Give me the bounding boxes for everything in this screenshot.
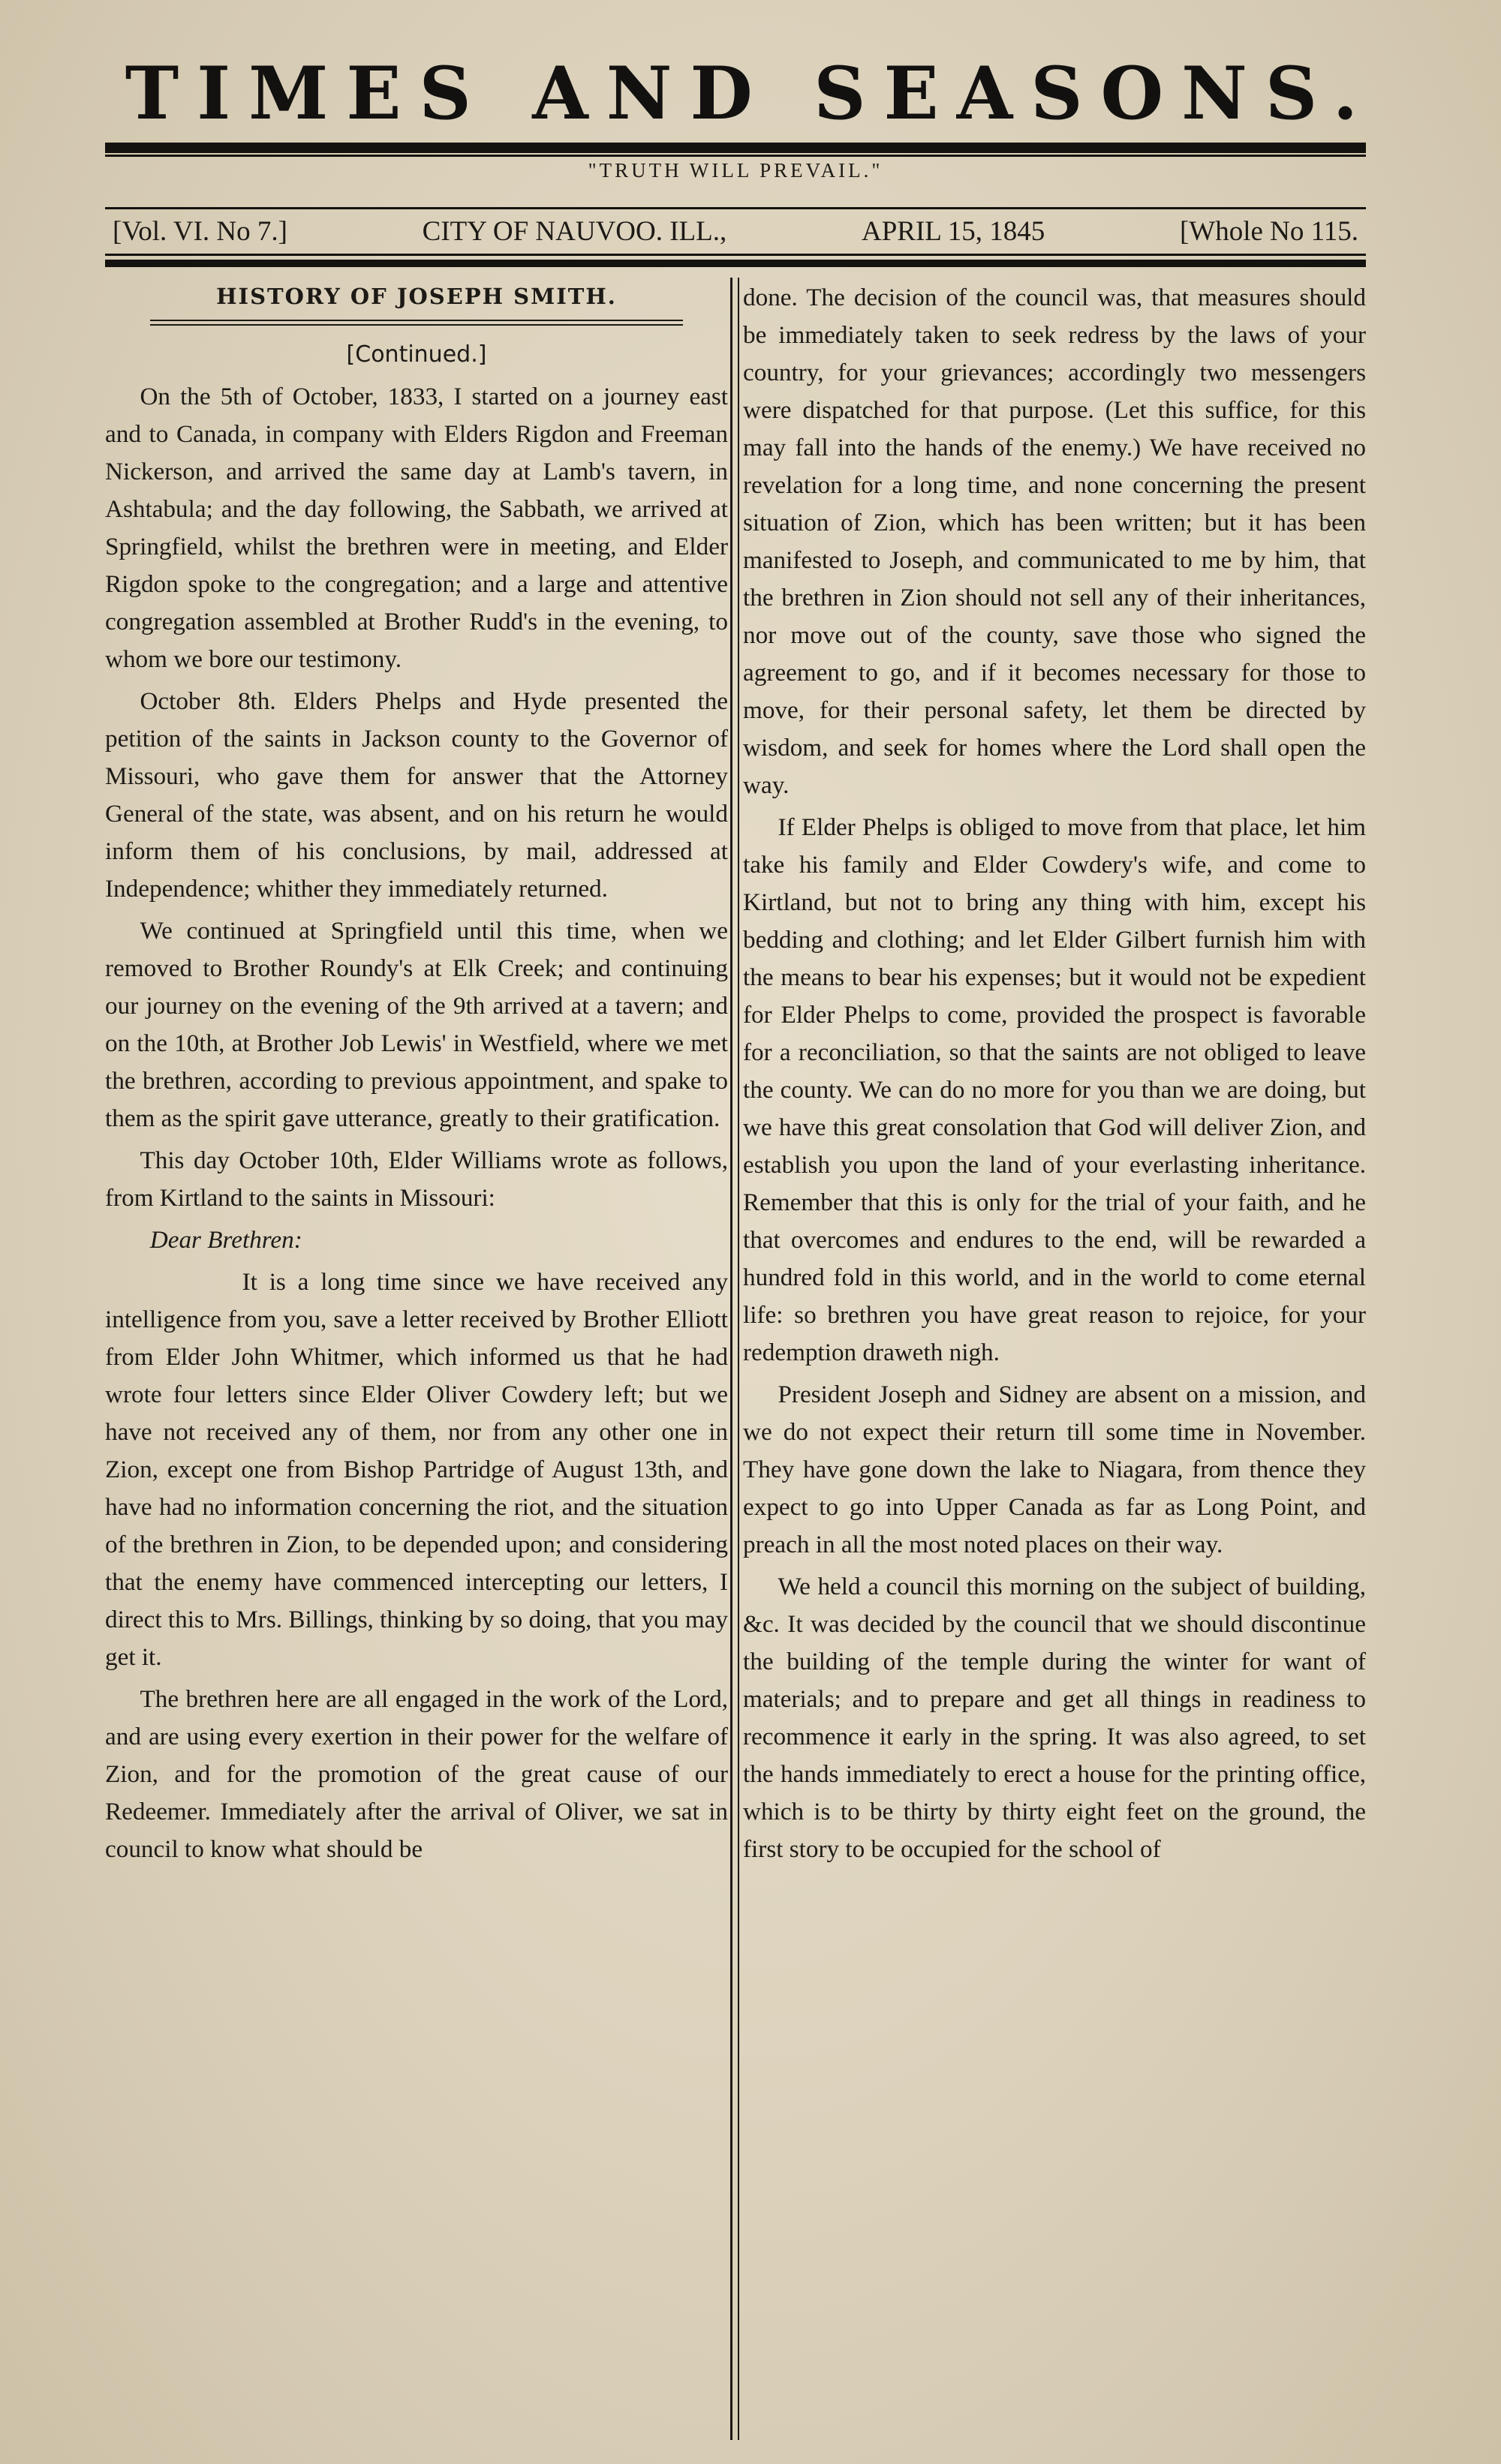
masthead-title: TIMES AND SEASONS. [125, 51, 1376, 136]
letter-paragraph: The brethren here are all engaged in the work of the Lord, and are using every exertion in their power for the welfare of Zion, and for the promotion of the great cause of our Redeemer. Immediately after the arrival of Oliver, we sat in council to know what should be [105, 1685, 728, 1863]
paragraph: done. The decision of the council was, that measures should be immediately taken to seek redress by the laws of your country, for your grievances; accordingly two messengers were dispatched for that purpose. (Let this suffice, for this may fall into the hands of the enemy.) We have received no revelation for a long time, and none concerning the present situation of Zion, which has been written; but it has been manifested to Joseph, and communicated to me by him, that the brethren in Zion should not sell any of their inheritances, nor move out of the county, save those who signed the agreement to go, and if it becomes necessary for those to move, for their personal safety, let them be directed by wisdom, and seek for homes where the Lord shall open the way. [743, 284, 1366, 799]
right-column [743, 279, 1366, 2440]
issue-place: CITY OF NAUVOO. ILL., [422, 216, 727, 247]
paragraph: On the 5th of October, 1833, I started on a journey east and to Canada, in company with Elders Rigdon and Freeman Nickerson, and arrived the same day at Lamb's tavern, in Ashtabula; and the day following, the Sabbath, we arrived at Springfield, whilst the brethren were in meeting, and Elder Rigdon spoke to the congregation; and a large and attentive congregation assembled at Brother Rudd's in the evening, to whom we bore our testimony. [105, 383, 728, 673]
column-divider [730, 278, 732, 2440]
paragraph: October 8th. Elders Phelps and Hyde presented the petition of the saints in Jackson county to the Governor of Missouri, who gave them for answer that the Attorney General of the state, was absent, and on his return he would inform them of his conclusions, by mail, addressed at Independence; whither they immediately returned. [105, 687, 728, 903]
issue-rule-heavy [105, 260, 1366, 267]
motto: "TRUTH WILL PREVAIL." [588, 159, 883, 182]
continued-note: [Continued.] [346, 341, 487, 368]
column-divider-inner [738, 278, 739, 2440]
issue-rule-top [105, 207, 1366, 209]
paragraph: If Elder Phelps is obliged to move from that place, let him take his family and Elder Cowdery's wife, and come to Kirtland, but not to bring any thing with him, except his bedding and clothing; and let Elder Gilbert furnish him with the means to bear his expenses; but it would not be expedient for Elder Phelps to come, provided the prospect is favorable for a reconciliation, so that the saints are not obliged to leave the county. We can do no more for you than we are doing, but we have this great consolation that God will deliver Zion, and establish you upon the land of your everlasting inheritance. Remember that this is only for the trial of your faith, and he that overcomes and endures to the end, will be rewarded a hundred fold in this world, and in the world to come eternal life: so brethren you have great reason to rejoice, for your redemption draweth nigh. [743, 813, 1366, 1366]
article-heading: HISTORY OF JOSEPH SMITH. [216, 284, 617, 309]
heading-rule-2 [150, 324, 683, 326]
issue-line [113, 216, 1358, 248]
letter-paragraph: It is a long time since we have received any intelligence from you, save a letter received by Brother Elliott from Elder John Whitmer, which informed us that he had wrote four letters since Elder Oliver Cowdery left; but we have not received any of them, nor from any other one in Zion, except one from Bishop Partridge of August 13th, and have had no information concerning the riot, and the situation of the brethren in Zion, to be depended upon; and considering that the enemy have commenced intercepting our letters, I direct this to Mrs. Billings, thinking by so doing, that you may get it. [105, 1268, 728, 1671]
paragraph: This day October 10th, Elder Williams wrote as follows, from Kirtland to the saints in Missouri: [105, 1146, 728, 1212]
paragraph: We held a council this morning on the subject of building, &c. It was decided by the council that we should discontinue the building of the temple during the winter for want of materials; and to prepare and get all things in readiness to recommence it early in the spring. It was also agreed, to set the hands immediately to erect a house for the printing office, which is to be thirty by thirty eight feet on the ground, the first story to be occupied for the school of [743, 1573, 1366, 1863]
letter-salutation: Dear Brethren: [149, 1226, 302, 1254]
heading-rule [150, 320, 683, 321]
paragraph: President Joseph and Sidney are absent on a mission, and we do not expect their return till some time in November. They have gone down the lake to Niagara, from thence they expect to go into Upper Canada as far as Long Point, and preach in all the most noted places on their way. [743, 1381, 1366, 1558]
paragraph: We continued at Springfield until this time, when we removed to Brother Roundy's at Elk Creek; and continuing our journey on the evening of the 9th arrived at a tavern; and on the 10th, at Brother Job Lewis' in Westfield, where we met the brethren, according to previous appointment, and spake to them as the spirit gave utterance, greatly to their gratification. [105, 917, 728, 1132]
masthead-rule-thin [105, 155, 1366, 157]
issue-volume: [Vol. VI. No 7.] [113, 216, 287, 247]
issue-rule-bottom [105, 254, 1366, 256]
masthead-rule [105, 143, 1366, 153]
issue-date: APRIL 15, 1845 [861, 216, 1045, 247]
issue-whole-number: [Whole No 115. [1179, 216, 1358, 247]
left-column [105, 279, 728, 2440]
